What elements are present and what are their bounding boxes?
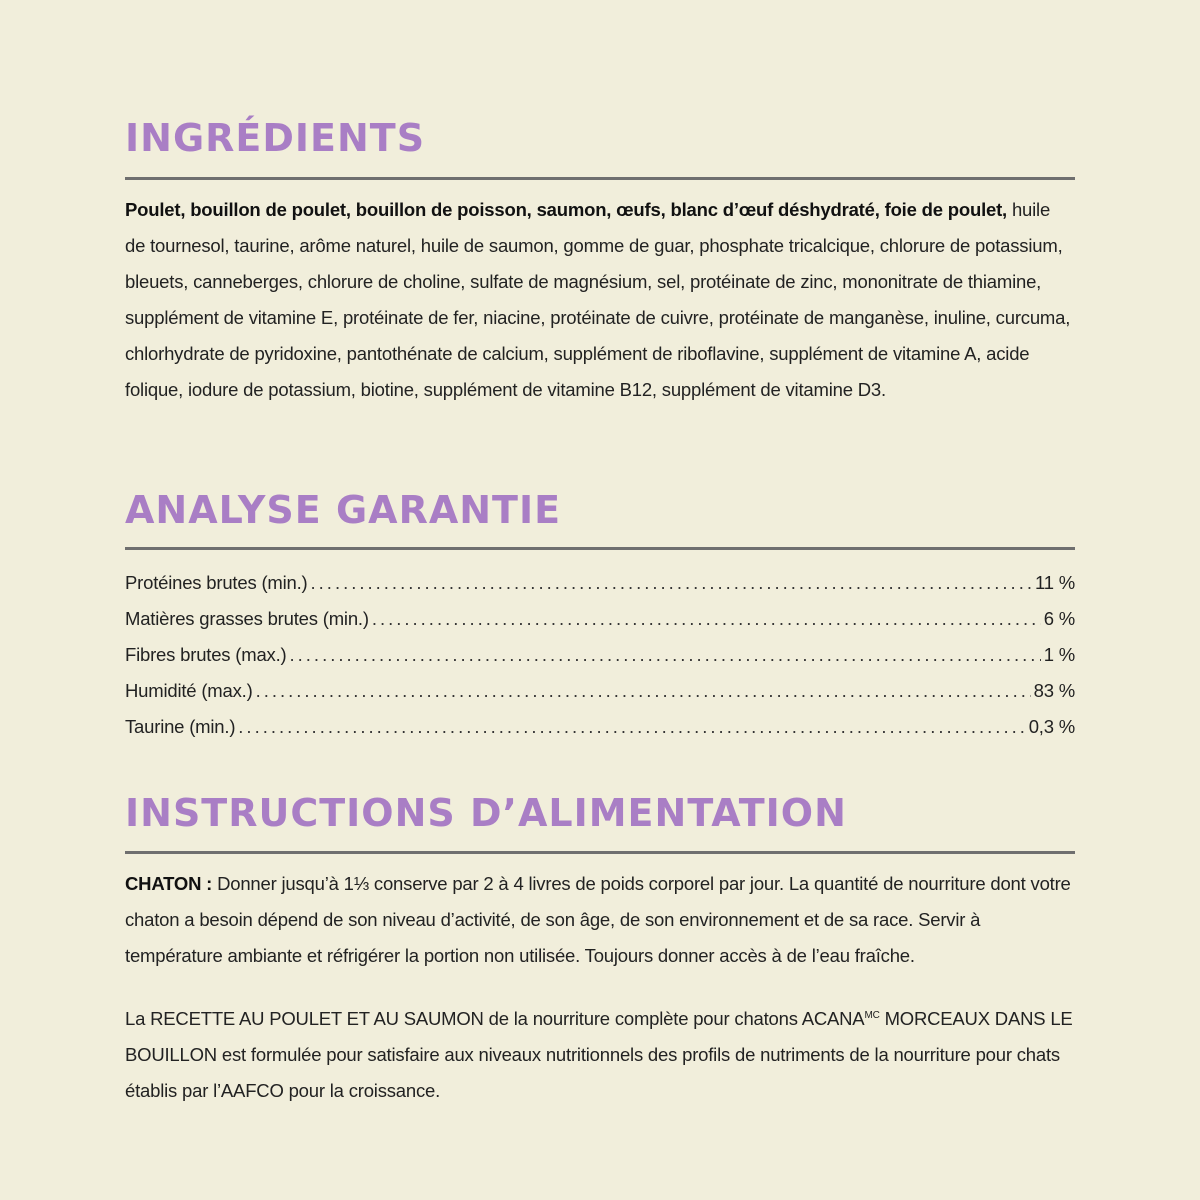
analysis-label: Humidité (max.) xyxy=(125,680,253,701)
analysis-row-moisture xyxy=(125,673,1075,709)
analysis-title: ANALYSE GARANTIE xyxy=(125,488,562,532)
statement-text-end: MORCEAUX DANS LE BOUILLON est formulée pour satisfaire aux niveaux nutritionnels des profils de nutriments de la nourriture pour chats établis par l’AAFCO pour la croissance. xyxy=(125,1008,1073,1101)
analysis-label: Protéines brutes (min.) xyxy=(125,572,308,593)
analysis-label: Matières grasses brutes (min.) xyxy=(125,608,369,629)
feeding-divider xyxy=(125,851,1075,854)
analysis-value: 0,3 % xyxy=(1028,716,1075,737)
trademark-sup: MC xyxy=(864,1009,880,1021)
kitten-label: CHATON : xyxy=(125,873,213,894)
analysis-label: Taurine (min.) xyxy=(125,716,236,737)
analysis-table xyxy=(125,565,1075,745)
analysis-value: 1 % xyxy=(1043,644,1075,665)
ingredients-list xyxy=(125,192,1075,408)
analysis-value: 11 % xyxy=(1035,572,1075,593)
kitten-instructions: Donner jusqu’à 1⅓ conserve par 2 à 4 livres de poids corporel par jour. La quantité de nourriture dont votre chaton a besoin dépend de son niveau d’activité, de son âge, de son environnement et de sa race. Servir à température ambiante et réfrigérer la portion non utilisée. Toujours donner accès à de l’eau fraîche. xyxy=(125,873,1071,966)
ingredients-main: Poulet, bouillon de poulet, bouillon de poisson, saumon, œufs, blanc d’œuf déshydraté, foie de poulet, xyxy=(125,199,1007,220)
analysis-value: 83 % xyxy=(1033,680,1075,701)
aafco-statement xyxy=(125,1001,1075,1109)
analysis-divider xyxy=(125,547,1075,550)
dot-leader xyxy=(238,709,1025,745)
statement-text-start: La RECETTE AU POULET ET AU SAUMON de la nourriture complète pour chatons ACANA xyxy=(125,1008,865,1029)
feeding-title: INSTRUCTIONS D’ALIMENTATION xyxy=(125,791,847,835)
feeding-kitten-paragraph xyxy=(125,866,1075,974)
ingredients-divider xyxy=(125,177,1075,180)
dot-leader xyxy=(372,601,1041,637)
analysis-value: 6 % xyxy=(1043,608,1075,629)
dot-leader xyxy=(256,673,1031,709)
analysis-row-fat xyxy=(125,601,1075,637)
analysis-row-protein xyxy=(125,565,1075,601)
dot-leader xyxy=(290,637,1041,673)
analysis-row-fiber xyxy=(125,637,1075,673)
ingredients-title: INGRÉDIENTS xyxy=(125,116,426,160)
analysis-row-taurine xyxy=(125,709,1075,745)
dot-leader xyxy=(311,565,1032,601)
analysis-label: Fibres brutes (max.) xyxy=(125,644,287,665)
ingredients-additives: huile de tournesol, taurine, arôme naturel, huile de saumon, gomme de guar, phosphate tricalcique, chlorure de potassium, bleuets, canneberges, chlorure de choline, sulfate de magnésium, sel, protéinate de zinc, mononitrate de thiamine, supplément de vitamine E, protéinate de fer, niacine, protéinate de cuivre, protéinate de manganèse, inuline, curcuma, chlorhydrate de pyridoxine, pantothénate de calcium, supplément de riboflavine, supplément de vitamine A, acide folique, iodure de potassium, biotine, supplément de vitamine B12, supplément de vitamine D3. xyxy=(125,199,1071,400)
